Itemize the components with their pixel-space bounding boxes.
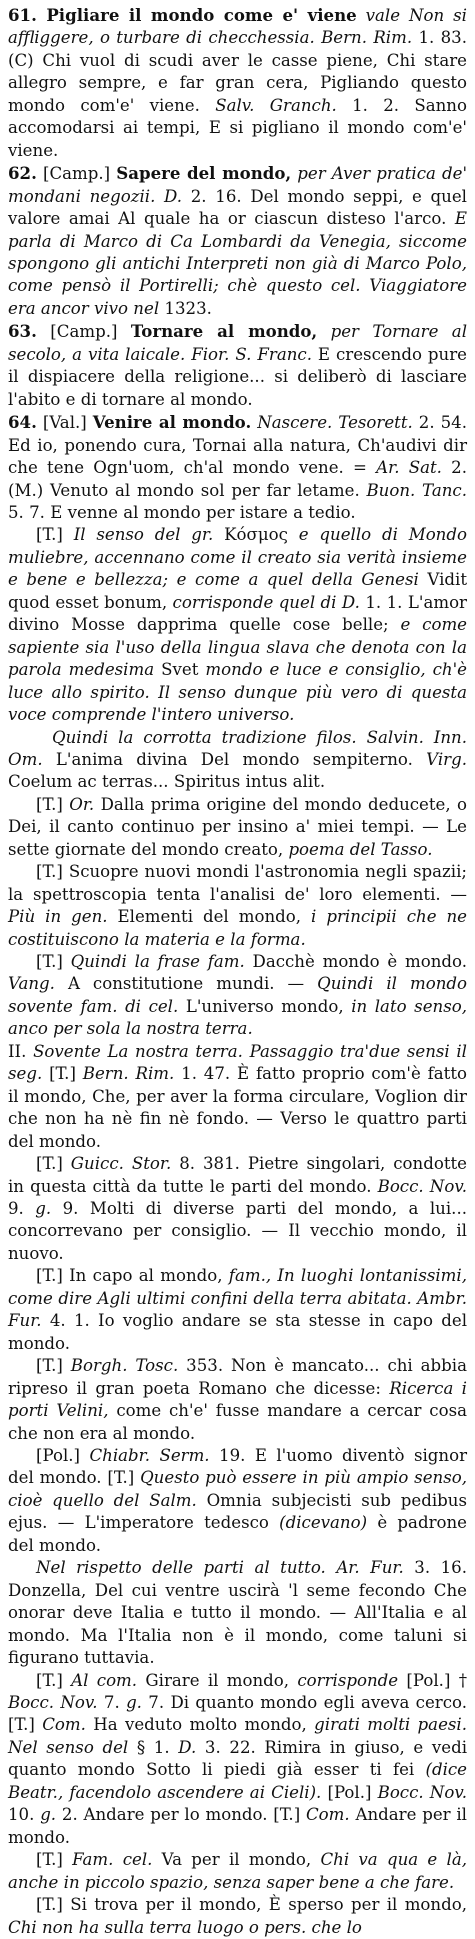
text-run: [T.] In capo al mondo, [36,1266,229,1286]
text-run: per Aver pratica de' mondani negozii. D. [8,164,468,206]
text-run: 1. 47. È fatto proprio com'è fatto il mondo, Che, per aver la forma circulare, Voglion dir che non ha nè fin nè fondo. — Verso le quattro parti del mondo. [8,1064,467,1151]
text-run: 7. [97,1692,127,1712]
text-run: Coelum ac terras... Spiritus intus alit. [8,772,326,792]
text-run: Tornare al mondo, [130,321,318,342]
note-phrase [8,951,467,1041]
text-run: poema del Tasso. [288,839,433,859]
text-run: 9. [8,1199,36,1219]
text-run: [T.] [36,1356,71,1376]
text-run: [Camp.] [36,164,117,184]
text-run: E parla di Marco di Ca Lombardi da Venegia, siccome spongono gli antichi Interpreti non già di Marco Polo, come pensò il Portirelli; chè questo cel. Viaggiatore era ancor vivo nel [8,209,467,318]
text-run: 3. 22. Rimira in giuso, e vedi quanto mondo Sotto li piedi già esser ti fei [8,1737,467,1780]
text-run: E crescendo pure il dispiacere della religione... si deliberò di lasciare l'abito e di tornare al mondo. [8,344,467,409]
text-run: 63. [8,321,37,342]
text-run: Andare per il mondo. [8,1805,467,1847]
text-run: [T.] Scuopre nuovi mondi l'astronomia negli spazii; la spettroscopia tenta l'analisi de' loro elementi. — [8,862,467,904]
text-run: 5. 7. E venne al mondo per istare a tedio. [8,502,356,522]
text-run: 2. Andare per lo mondo. [T.] [56,1805,306,1825]
text-run: [T.] [36,525,74,545]
text-run: 1323. [159,298,212,318]
text-run: Più in gen. [8,907,108,927]
text-run: Questo può essere in più ampio senso, cioè quello del Salm. [8,1468,467,1510]
text-run: Nel rispetto delle parti al tutto. Ar. Fur. [36,1558,404,1578]
text-run: D. [178,1737,197,1757]
text-run: Quindi la corrotta tradizione filos. Salvin. Inn. Om. [8,727,467,769]
text-run: Va per il mondo, [152,1850,321,1870]
text-run: [T.] [36,1670,72,1690]
text-run: girati molti paesi. Nel senso del [8,1715,467,1757]
text-run: fam., In luoghi lontanissimi, come dire Agli ultimi confini della terra abitata. Ambr. Fur. [8,1266,467,1331]
text-run: 8. 381. Pietre singolari, condotte in questa città da tutte le parti del mondo. [8,1154,468,1196]
text-run: Vang. [8,974,55,994]
text-run: 19. E l'uomo diventò signor del mondo. [T.] [8,1446,468,1488]
text-run: Ha veduto molto mondo, [85,1715,315,1735]
text-run: i principii che ne costituiscono la materia e la forma. [8,907,468,949]
text-run: Chiabr. Serm. [89,1446,210,1465]
text-run: 10. [8,1805,41,1825]
note-tradition [8,727,467,794]
text-run: Fam. cel. [72,1850,153,1870]
entry-62 [8,162,467,320]
text-run: Com. [305,1805,350,1825]
note-va-mondo [8,1849,467,1894]
text-run: Κόσμος [213,525,299,545]
text-run: 64. [8,412,37,433]
entry-63 [8,320,467,411]
text-run: Al com. [71,1670,138,1690]
text-run: corrisponde quel di D. [172,592,360,612]
text-run: [Pol.] [36,1446,90,1465]
text-run: Chi va qua e là, anche in piccolo spazio, senza saper bene a che fare. [8,1850,467,1892]
text-run: [Pol.] † [398,1670,468,1690]
text-run: 9. Molti di diverse parti del mondo, a lui... concorrevano per consiglio. — Il vecchio mondo, il nuovo. [8,1199,468,1263]
text-run: e quello di Mondo muliebre, accennano come il creato sia verità insieme e bene e bellezza; e come a quel della Genesi [8,525,467,590]
text-run: Sovente La nostra terra. Passaggio tra'due sensi il seg. [8,1041,467,1084]
text-run: Bern. Rim. [82,1064,175,1084]
entry-61 [8,4,467,162]
text-run: Elementi del mondo, [107,907,312,927]
text-run: Vidit quod esset bonum, [8,570,467,612]
note-parts [8,1557,467,1669]
text-run: L'anima divina Del mondo sempiterno. [42,749,427,769]
text-run: 1. 1. L'amor divino Mosse dapprima quelle cose belle; [8,592,467,635]
text-run: A constitutione mundi. — [54,974,318,994]
text-run: 1. 83. (C) Chi vuol di scudi aver le casse piene, Chi stare allegro sempre, e far gran cera, Pigliando questo mondo com'e' viene. [8,28,467,115]
section-2 [8,1041,467,1153]
text-run: 2. (M.) Venuto al mondo sol per far letame. [8,458,467,500]
text-run: g. [35,1199,52,1219]
text-run: Sapere del mondo, [116,163,292,184]
text-run: g. [126,1692,142,1712]
text-run: (dicevano) [279,1513,368,1533]
text-run: Ar. Sat. [376,458,442,478]
note-capo-mondo [8,1265,467,1355]
text-run: Borgh. Tosc. [70,1356,179,1376]
note-sperso [8,1894,467,1939]
text-run: Bocc. Nov. [8,1692,98,1712]
text-run: [T.] Si trova per il mondo, È sperso per il mondo, [36,1895,467,1915]
note-borgh [8,1355,467,1445]
note-greek-sense [8,524,467,726]
text-run: Dalla prima origine del mondo deducete, o Dei, il canto continuo per insino a' miei tempi. — Le sette giornate del mondo creato, [8,794,467,859]
text-run: Dacchè mondo è mondo. [244,952,467,972]
text-run: II. [8,1041,34,1061]
text-run: Bocc. Nov. [377,1176,467,1196]
text-run: Com. [42,1715,86,1735]
text-run: è padrone del mondo. [8,1513,467,1555]
text-run: [T.] [36,1850,73,1870]
text-run: Nascere. Tesorett. [251,413,413,433]
entry-64 [8,411,467,524]
text-run: [Pol.] [321,1782,378,1802]
text-run: in lato senso, anco per sola la nostra terra. [8,996,467,1039]
text-run: g. [40,1805,57,1825]
text-run: Or. [69,794,95,814]
text-run: 1. 2. Sanno accomodarsi ai tempi, E si pigliano il mondo com'e' viene. [8,95,467,160]
text-run: [T.] [42,1064,83,1084]
text-run: [Val.] [36,413,93,433]
text-run: Svet [154,660,206,680]
text-run: Ricerca i porti Velini, [8,1378,467,1421]
text-run: Venire al mondo. [92,412,252,433]
text-run: Buon. Tanc. [366,480,467,500]
text-run: Il senso del gr. [73,525,214,545]
text-run: Omnia subjecisti sub pedibus ejus. — L'imperatore tedesco [8,1490,468,1533]
text-run: [Camp.] [36,322,131,342]
text-run: per Tornare al secolo, a vita laicale. Fior. S. Franc. [8,322,467,364]
text-run: Quindi il mondo sovente fam. di cel. [8,974,467,1016]
text-run: Virg. [426,749,467,769]
text-run: come ch'e' fusse mandare a cercar cosa che non era al mondo. [8,1401,467,1443]
text-run: 61. Pigliare il mondo come e' viene [8,5,357,25]
text-run: L'universo mondo, [178,996,352,1016]
text-run: Guicc. Stor. [70,1154,172,1174]
text-run: corrisponde [297,1670,399,1690]
note-origin [8,794,467,861]
text-run: 3. 16. Donzella, Del cui ventre uscirà 'l seme fecondo Che onorar deve Italia e tutto il mondo. — All'Italia e al mondo. Ma l'Italia non è il mondo, come taluni si figurano tuttavia. [8,1558,467,1668]
text-run: Girare il mondo, [137,1670,298,1690]
text-run: [T.] [36,952,71,972]
text-run: vale Non si affliggere, o turbare di checchessia. Bern. Rim. [8,6,467,48]
text-run: e come sapiente sia l'uso della lingua slava che denota con la parola medesima [8,615,468,680]
text-run: mondo e luce e consiglio, ch'è luce allo spirito. Il senso dunque più vero di questa voce comprende l'intero universo. [8,660,467,725]
text-run: 353. Non è mancato... chi abbia ripreso il gran poeta Romano che dicesse: [8,1356,467,1398]
text-run: 2. 16. Del mondo seppi, e quel valore amai Al quale ha or ciascun disteso l'arco. [8,186,467,229]
note-new-worlds [8,861,467,951]
text-run: Salv. Granch. [215,95,337,115]
note-chiabr [8,1445,467,1557]
text-run: (dice Beatr., facendolo ascendere ai Cieli). [8,1760,467,1802]
text-run: 7. Di quanto mondo egli aveva cerco. [T.] [8,1692,467,1735]
text-run: § 1. [128,1737,179,1757]
text-run: 4. 1. Io voglio andare se sta stesse in capo del mondo. [8,1311,467,1353]
note-guicc [8,1153,467,1265]
text-run: Chi non ha sulla terra luogo o pers. che lo [8,1917,362,1937]
text-run: [T.] [36,1154,71,1174]
text-run: Quindi la frase fam. [70,952,245,972]
text-run: Bocc. Nov. [377,1782,467,1802]
text-run: [T.] [36,794,70,814]
note-girare [8,1670,467,1850]
text-run: 62. [8,163,37,184]
text-run: 2. 54. Ed io, ponendo cura, Tornai alla natura, Ch'audivi dir che tene Ogn'uom, ch'al mondo vene. = [8,413,467,478]
